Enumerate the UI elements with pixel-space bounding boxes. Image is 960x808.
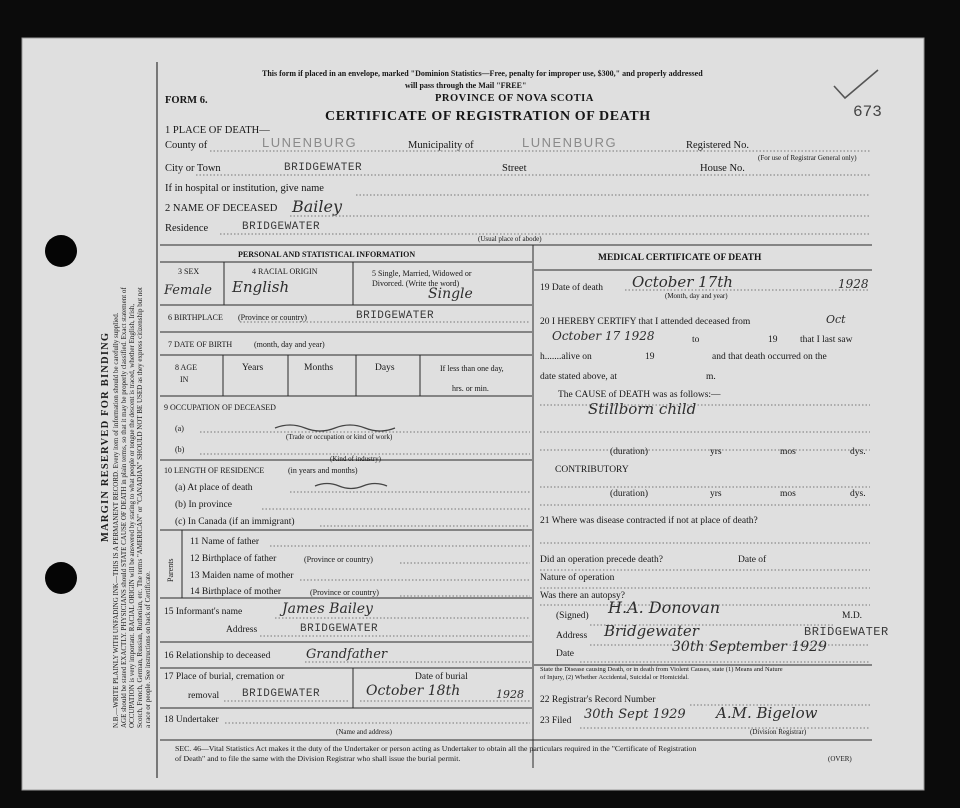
contributory-label: CONTRIBUTORY — [555, 465, 629, 475]
parents-label: Parents — [166, 558, 175, 582]
mother-name-label: 13 Maiden name of mother — [190, 571, 294, 581]
age-label: 8 AGE — [175, 363, 197, 372]
violent-causes-note: State the Disease causing Death, or in death from Violent Causes, state (1) Means and Nature — [540, 666, 783, 673]
burial-date-label: Date of burial — [415, 672, 468, 682]
dob-label: 7 DATE OF BIRTH — [168, 340, 233, 349]
binding-margin-label: MARGIN RESERVED FOR BINDING — [100, 331, 111, 542]
occupation-b: (b) — [175, 445, 185, 454]
certify-label: 20 I HEREBY CERTIFY that I attended deceased from — [540, 317, 751, 327]
deceased-name: Bailey — [292, 197, 343, 216]
division-registrar-signature: A.M. Bigelow — [716, 704, 818, 722]
margin-instruction-4: Scotch, French, German, Russian, Ruthenian, etc. The terms "AMERICAN" or "CANADIAN" SHOULD NOT BE USED as they express citizenship but not — [136, 287, 144, 728]
age-months-label: Months — [304, 363, 334, 373]
q21-label: 21 Where was disease contracted if not at place of death? — [540, 516, 758, 526]
cause-value: Stillborn child — [588, 400, 697, 418]
street-label: Street — [502, 163, 527, 174]
county-label: County of — [165, 140, 208, 151]
division-registrar-note: (Division Registrar) — [750, 728, 807, 736]
father-bp-note: (Province or country) — [304, 555, 373, 564]
mother-birthplace-label: 14 Birthplace of mother — [190, 587, 282, 597]
alive-on-label: h.......alive on — [540, 352, 592, 362]
municipality-value: LUNENBURG — [522, 135, 618, 150]
house-no-label: House No. — [700, 163, 745, 174]
racial-origin-label: 4 RACIAL ORIGIN — [252, 267, 318, 276]
residence-length-label: 10 LENGTH OF RESIDENCE — [164, 466, 265, 475]
abode-note: (Usual place of abode) — [478, 235, 542, 243]
duration-label-2: (duration) — [610, 489, 648, 499]
racial-origin-value: English — [232, 278, 290, 296]
informant-label: 15 Informant's name — [164, 607, 243, 617]
hospital-label: If in hospital or institution, give name — [165, 183, 324, 194]
birthplace-note: (Province or country) — [238, 313, 307, 322]
mos-label: mos — [780, 447, 796, 457]
operation-label: Did an operation precede death? — [540, 555, 663, 565]
last-saw-label: that I last saw — [800, 335, 853, 345]
form-number: FORM 6. — [165, 95, 208, 106]
envelope-notice: This form if placed in an envelope, marked "Dominion Statistics—Free, penalty for improper use, $300," and properly addressed — [262, 69, 703, 78]
medical-heading: MEDICAL CERTIFICATE OF DEATH — [598, 253, 762, 263]
autopsy-label: Was there an autopsy? — [540, 591, 625, 601]
res-in-province: (b) In province — [175, 500, 232, 510]
death-date-note: (Month, day and year) — [665, 292, 728, 300]
margin-instruction-3: OCCUPATION is very important. RACIAL ORIGIN will be answered by stating to what people or tongue the descent is traced, whether English, Irish, — [128, 303, 136, 728]
hrs-min-label: hrs. or min. — [452, 384, 489, 393]
m-label: m. — [706, 372, 716, 382]
certificate-date-label: Date — [556, 649, 574, 659]
relationship-label: 16 Relationship to deceased — [164, 651, 271, 661]
burial-date: October 18th — [366, 683, 461, 699]
occupation-b-note: (Kind of industry) — [330, 455, 381, 463]
age-days-label: Days — [375, 363, 395, 373]
father-name-label: 11 Name of father — [190, 537, 260, 547]
duration-label: (duration) — [610, 447, 648, 457]
informant-name: James Bailey — [282, 601, 373, 617]
city-label: City or Town — [165, 163, 221, 174]
city-value: BRIDGEWATER — [284, 162, 363, 174]
mos-label-2: mos — [780, 489, 796, 499]
age-years-label: Years — [242, 363, 264, 373]
binding-hole-bottom — [45, 562, 77, 594]
relationship-value: Grandfather — [306, 647, 388, 662]
registrar-note: (For use of Registrar General only) — [758, 154, 857, 162]
yrs-label: yrs — [710, 447, 722, 457]
physician-address-stamp: BRIDGEWATER — [804, 625, 889, 639]
burial-removal-label: removal — [188, 691, 220, 701]
sec46-notice: SEC. 46—Vital Statistics Act makes it the duty of the Undertaker or person acting as Undertaker to obtain all the particulars required in the "Certificate of Registration — [175, 744, 697, 753]
registrar-record-label: 22 Registrar's Record Number — [540, 695, 656, 705]
death-occurred-label: and that death occurred on the — [712, 352, 827, 362]
binding-hole-top — [45, 235, 77, 267]
deceased-name-label: 2 NAME OF DECEASED — [165, 203, 278, 214]
municipality-label: Municipality of — [408, 140, 474, 151]
certificate-date: 30th September 1929 — [672, 639, 827, 655]
less-than-day-label: If less than one day, — [440, 364, 504, 373]
occupation-a: (a) — [175, 424, 184, 433]
occupation-label: 9 OCCUPATION OF DECEASED — [164, 403, 276, 412]
date-stated-label: date stated above, at — [540, 372, 618, 382]
dys-label: dys. — [850, 447, 866, 457]
dys-label-2: dys. — [850, 489, 866, 499]
county-value: LUNENBURG — [262, 135, 358, 150]
death-date-label: 19 Date of death — [540, 283, 604, 293]
margin-instruction-5: a race or people. See instructions on back of Certificate. — [144, 571, 152, 728]
operation-nature-label: Nature of operation — [540, 573, 615, 583]
mother-bp-note: (Province or country) — [310, 588, 379, 597]
certify-date: October 17 1928 — [552, 329, 655, 343]
physician-address-label: Address — [556, 631, 588, 641]
envelope-notice-2: will pass through the Mail "FREE" — [405, 81, 527, 90]
burial-place: BRIDGEWATER — [242, 688, 321, 700]
status-label-2: Divorced. (Write the word) — [372, 279, 460, 288]
certify-from: Oct — [826, 313, 846, 326]
province-heading: PROVINCE OF NOVA SCOTIA — [435, 93, 594, 104]
burial-year: 1928 — [496, 688, 524, 701]
dob-note: (month, day and year) — [254, 340, 325, 349]
to-label: to — [692, 335, 700, 345]
margin-instruction-1: N.B.—WRITE PLAINLY WITH UNFADING INK—THIS IS A PERMANENT RECORD. Every item of information should be carefully supplied. — [112, 312, 120, 728]
signed-label: (Signed) — [556, 611, 589, 621]
sex-value: Female — [164, 283, 212, 298]
birthplace-value: BRIDGEWATER — [356, 310, 435, 322]
year-prefix-label: 19 — [768, 335, 778, 345]
informant-address: BRIDGEWATER — [300, 623, 379, 635]
violent-causes-note-2: of Injury, (2) Whether Accidental, Suicidal or Homicidal. — [540, 674, 689, 681]
sec46-notice-2: of Death" and to file the same with the Division Registrar who shall issue the burial permit. — [175, 754, 461, 763]
md-label: M.D. — [842, 611, 863, 621]
age-label-2: IN — [180, 375, 189, 384]
margin-instruction-2: AGE should be stated EXACTLY. PHYSICIANS should STATE CAUSE OF DEATH in plain terms, so that it may be properly classified. Exact statement of — [120, 287, 128, 728]
informant-address-label: Address — [226, 625, 258, 635]
personal-heading: PERSONAL AND STATISTICAL INFORMATION — [238, 250, 416, 259]
status-label: 5 Single, Married, Widowed or — [372, 269, 472, 278]
burial-label: 17 Place of burial, cremation or — [164, 672, 285, 682]
birthplace-label: 6 BIRTHPLACE — [168, 313, 223, 322]
residence-value: BRIDGEWATER — [242, 221, 321, 233]
yrs-label-2: yrs — [710, 489, 722, 499]
over-label: (OVER) — [828, 755, 852, 763]
father-birthplace-label: 12 Birthplace of father — [190, 554, 277, 564]
physician-signature: H.A. Donovan — [608, 598, 721, 617]
sex-label: 3 SEX — [178, 267, 200, 276]
place-of-death-heading: 1 PLACE OF DEATH— — [165, 125, 270, 136]
undertaker-note: (Name and address) — [336, 728, 392, 736]
residence-label: Residence — [165, 223, 209, 234]
undertaker-label: 18 Undertaker — [164, 715, 219, 725]
physician-address-hand: Bridgewater — [604, 622, 699, 640]
death-year: 1928 — [838, 277, 869, 291]
page-title: CERTIFICATE OF REGISTRATION OF DEATH — [325, 109, 651, 124]
death-date: October 17th — [632, 273, 733, 291]
cause-label: The CAUSE of DEATH was as follows:— — [558, 390, 721, 400]
year-prefix-label-2: 19 — [645, 352, 655, 362]
certificate-number: 673 — [853, 103, 882, 121]
residence-length-note: (in years and months) — [288, 466, 358, 475]
res-at-place: (a) At place of death — [175, 483, 253, 493]
operation-date-label: Date of — [738, 555, 767, 565]
res-in-canada: (c) In Canada (if an immigrant) — [175, 517, 295, 527]
filed-label: 23 Filed — [540, 716, 572, 726]
occupation-a-note: (Trade or occupation or kind of work) — [286, 433, 393, 441]
filed-date: 30th Sept 1929 — [584, 707, 686, 722]
registered-no-label: Registered No. — [686, 140, 749, 151]
status-value: Single — [428, 286, 473, 302]
